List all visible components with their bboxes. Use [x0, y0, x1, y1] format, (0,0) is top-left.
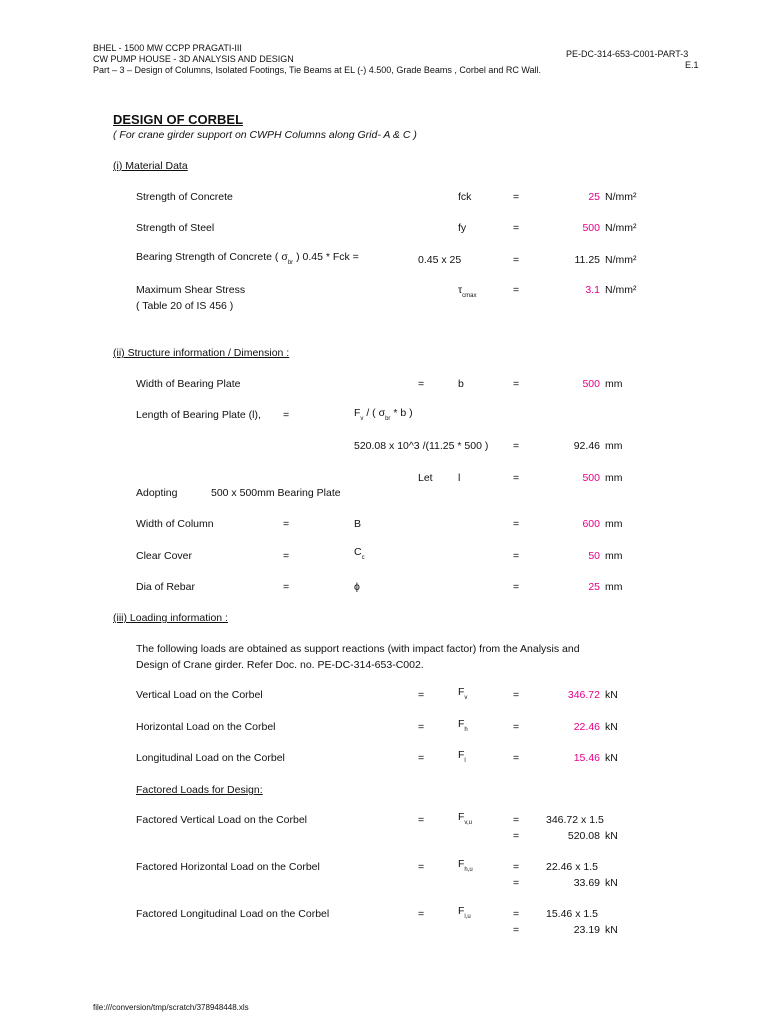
rebar-dia-label: Dia of Rebar: [136, 581, 195, 593]
eq-sign: =: [513, 830, 520, 842]
loading-intro-line1: The following loads are obtained as support reactions (with impact factor) from the Analysis and: [136, 643, 580, 655]
factored-horizontal-load-unit: kN: [605, 877, 618, 889]
vertical-load-label: Vertical Load on the Corbel: [136, 689, 263, 701]
bearing-plate-width-label: Width of Bearing Plate: [136, 378, 241, 390]
clear-cover-unit: mm: [605, 550, 623, 562]
section-loading-heading: (iii) Loading information :: [113, 612, 228, 624]
let-unit: mm: [605, 472, 623, 484]
section-material-heading: (i) Material Data: [113, 160, 188, 172]
bearing-plate-length-value: 92.46: [573, 440, 600, 452]
eq-sign: =: [513, 581, 520, 593]
shear-stress-label: Maximum Shear Stress: [136, 284, 246, 296]
factored-vertical-load-symbol: $F_{v,u}$: [458, 811, 472, 826]
factored-longitudinal-load-label: Factored Longitudinal Load on the Corbel: [136, 908, 330, 920]
shear-stress-value: 3.1: [585, 284, 600, 296]
horizontal-load-label: Horizontal Load on the Corbel: [136, 721, 276, 733]
bearing-plate-length-unit: mm: [605, 440, 623, 452]
footer-file-path: file:///conversion/tmp/scratch/378948448.xls: [93, 1003, 249, 1012]
shear-stress-symbol: $\tau_{cmax}$: [458, 284, 477, 299]
factored-longitudinal-load-calc: 15.46 x 1.5: [546, 908, 598, 920]
eq-sign: =: [513, 689, 520, 701]
bearing-plate-length-label: Length of Bearing Plate (l),: [136, 409, 261, 421]
eq-sign: =: [513, 378, 520, 390]
factored-vertical-load-label: Factored Vertical Load on the Corbel: [136, 814, 308, 826]
column-width-value: 600: [582, 518, 600, 530]
header-subject: CW PUMP HOUSE - 3D ANALYSIS AND DESIGN: [93, 54, 294, 64]
eq-sign: =: [513, 877, 520, 889]
eq-sign: =: [418, 689, 425, 701]
factored-loads-heading: Factored Loads for Design:: [136, 784, 263, 796]
factored-vertical-load-value: 520.08: [567, 830, 600, 842]
steel-symbol: fy: [458, 222, 467, 234]
page-title: DESIGN OF CORBEL: [113, 112, 244, 127]
eq-sign: =: [513, 550, 520, 562]
column-width-unit: mm: [605, 518, 623, 530]
horizontal-load-unit: kN: [605, 721, 618, 733]
shear-stress-unit: N/mm²: [605, 284, 637, 296]
shear-stress-reference: ( Table 20 of IS 456 ): [136, 300, 234, 312]
vertical-load-value: 346.72: [567, 689, 600, 701]
eq-sign: =: [513, 752, 520, 764]
steel-label: Strength of Steel: [136, 222, 215, 234]
eq-sign: =: [513, 191, 520, 203]
factored-horizontal-load-calc: 22.46 x 1.5: [546, 861, 598, 873]
horizontal-load-symbol: $F_h$: [458, 718, 468, 733]
eq-sign: =: [513, 908, 520, 920]
rebar-dia-value: 25: [588, 581, 600, 593]
factored-vertical-load-unit: kN: [605, 830, 618, 842]
rebar-dia-unit: mm: [605, 581, 623, 593]
let-symbol: l: [458, 472, 461, 484]
let-label: Let: [418, 472, 433, 484]
eq-sign: =: [513, 254, 520, 266]
steel-unit: N/mm²: [605, 222, 637, 234]
longitudinal-load-label: Longitudinal Load on the Corbel: [136, 752, 285, 764]
eq-sign: =: [513, 721, 520, 733]
longitudinal-load-value: 15.46: [573, 752, 600, 764]
adopting-value: 500 x 500mm Bearing Plate: [211, 487, 341, 499]
factored-horizontal-load-value: 33.69: [573, 877, 600, 889]
eq-sign: =: [513, 284, 520, 296]
factored-longitudinal-load-value: 23.19: [573, 924, 600, 936]
bearing-plate-width-unit: mm: [605, 378, 623, 390]
steel-value: 500: [582, 222, 600, 234]
eq-sign: =: [283, 550, 290, 562]
eq-sign: =: [283, 409, 290, 421]
eq-sign: =: [418, 378, 425, 390]
factored-longitudinal-load-unit: kN: [605, 924, 618, 936]
bearing-strength-value: 11.25: [574, 254, 600, 266]
factored-longitudinal-load-symbol: $F_{l,u}$: [458, 905, 471, 920]
eq-sign: =: [283, 518, 290, 530]
header-page: E.1: [685, 60, 699, 70]
factored-horizontal-load-label: Factored Horizontal Load on the Corbel: [136, 861, 320, 873]
factored-vertical-load-calc: 346.72 x 1.5: [546, 814, 604, 826]
eq-sign: =: [513, 924, 520, 936]
eq-sign: =: [513, 518, 520, 530]
let-value: 500: [582, 472, 600, 484]
eq-sign: =: [513, 861, 520, 873]
longitudinal-load-unit: kN: [605, 752, 618, 764]
adopting-label: Adopting: [136, 487, 178, 499]
column-width-symbol: B: [354, 518, 362, 530]
header-part: Part – 3 – Design of Columns, Isolated Footings, Tie Beams at EL (-) 4.500, Grade Beams , Corbel and RC Wall.: [93, 65, 542, 75]
bearing-plate-length-formula: $F_v$ / ( $\sigma_{br}$ * b ): [354, 407, 413, 422]
eq-sign: =: [513, 472, 520, 484]
loading-intro-line2: Design of Crane girder. Refer Doc. no. PE-DC-314-653-C002.: [136, 659, 424, 671]
concrete-unit: N/mm²: [605, 191, 637, 203]
vertical-load-symbol: $F_v$: [458, 686, 468, 701]
rebar-dia-symbol: ϕ: [354, 581, 360, 593]
clear-cover-label: Clear Cover: [136, 550, 193, 562]
eq-sign: =: [513, 814, 520, 826]
bearing-plate-width-value: 500: [582, 378, 600, 390]
clear-cover-value: 50: [588, 550, 600, 562]
bearing-plate-length-calc: 520.08 x 10^3 /(11.25 * 500 ): [354, 440, 489, 452]
header-project: BHEL - 1500 MW CCPP PRAGATI-III: [93, 43, 242, 53]
concrete-symbol: fck: [458, 191, 472, 203]
bearing-plate-width-symbol: b: [458, 378, 464, 390]
section-structure-heading: (ii) Structure information / Dimension :: [113, 347, 290, 359]
eq-sign: =: [418, 861, 425, 873]
bearing-strength-label: Bearing Strength of Concrete ( $\sigma_{br}$ ) 0.45 * Fck =: [136, 251, 359, 266]
eq-sign: =: [513, 440, 520, 452]
concrete-label: Strength of Concrete: [136, 191, 233, 203]
horizontal-load-value: 22.46: [573, 721, 600, 733]
bearing-strength-calc: 0.45 x 25: [418, 254, 462, 266]
eq-sign: =: [513, 222, 520, 234]
eq-sign: =: [418, 814, 425, 826]
header-doc-no: PE-DC-314-653-C001-PART-3: [566, 49, 689, 59]
bearing-strength-unit: N/mm²: [605, 254, 637, 266]
factored-horizontal-load-symbol: $F_{h,u}$: [458, 858, 473, 873]
eq-sign: =: [418, 752, 425, 764]
vertical-load-unit: kN: [605, 689, 618, 701]
longitudinal-load-symbol: $F_l$: [458, 749, 466, 764]
column-width-label: Width of Column: [136, 518, 214, 530]
eq-sign: =: [283, 581, 290, 593]
eq-sign: =: [418, 721, 425, 733]
eq-sign: =: [418, 908, 425, 920]
clear-cover-symbol: $C_c$: [354, 546, 365, 561]
page-subtitle: ( For crane girder support on CWPH Columns along Grid- A & C ): [113, 129, 417, 141]
concrete-value: 25: [588, 191, 600, 203]
